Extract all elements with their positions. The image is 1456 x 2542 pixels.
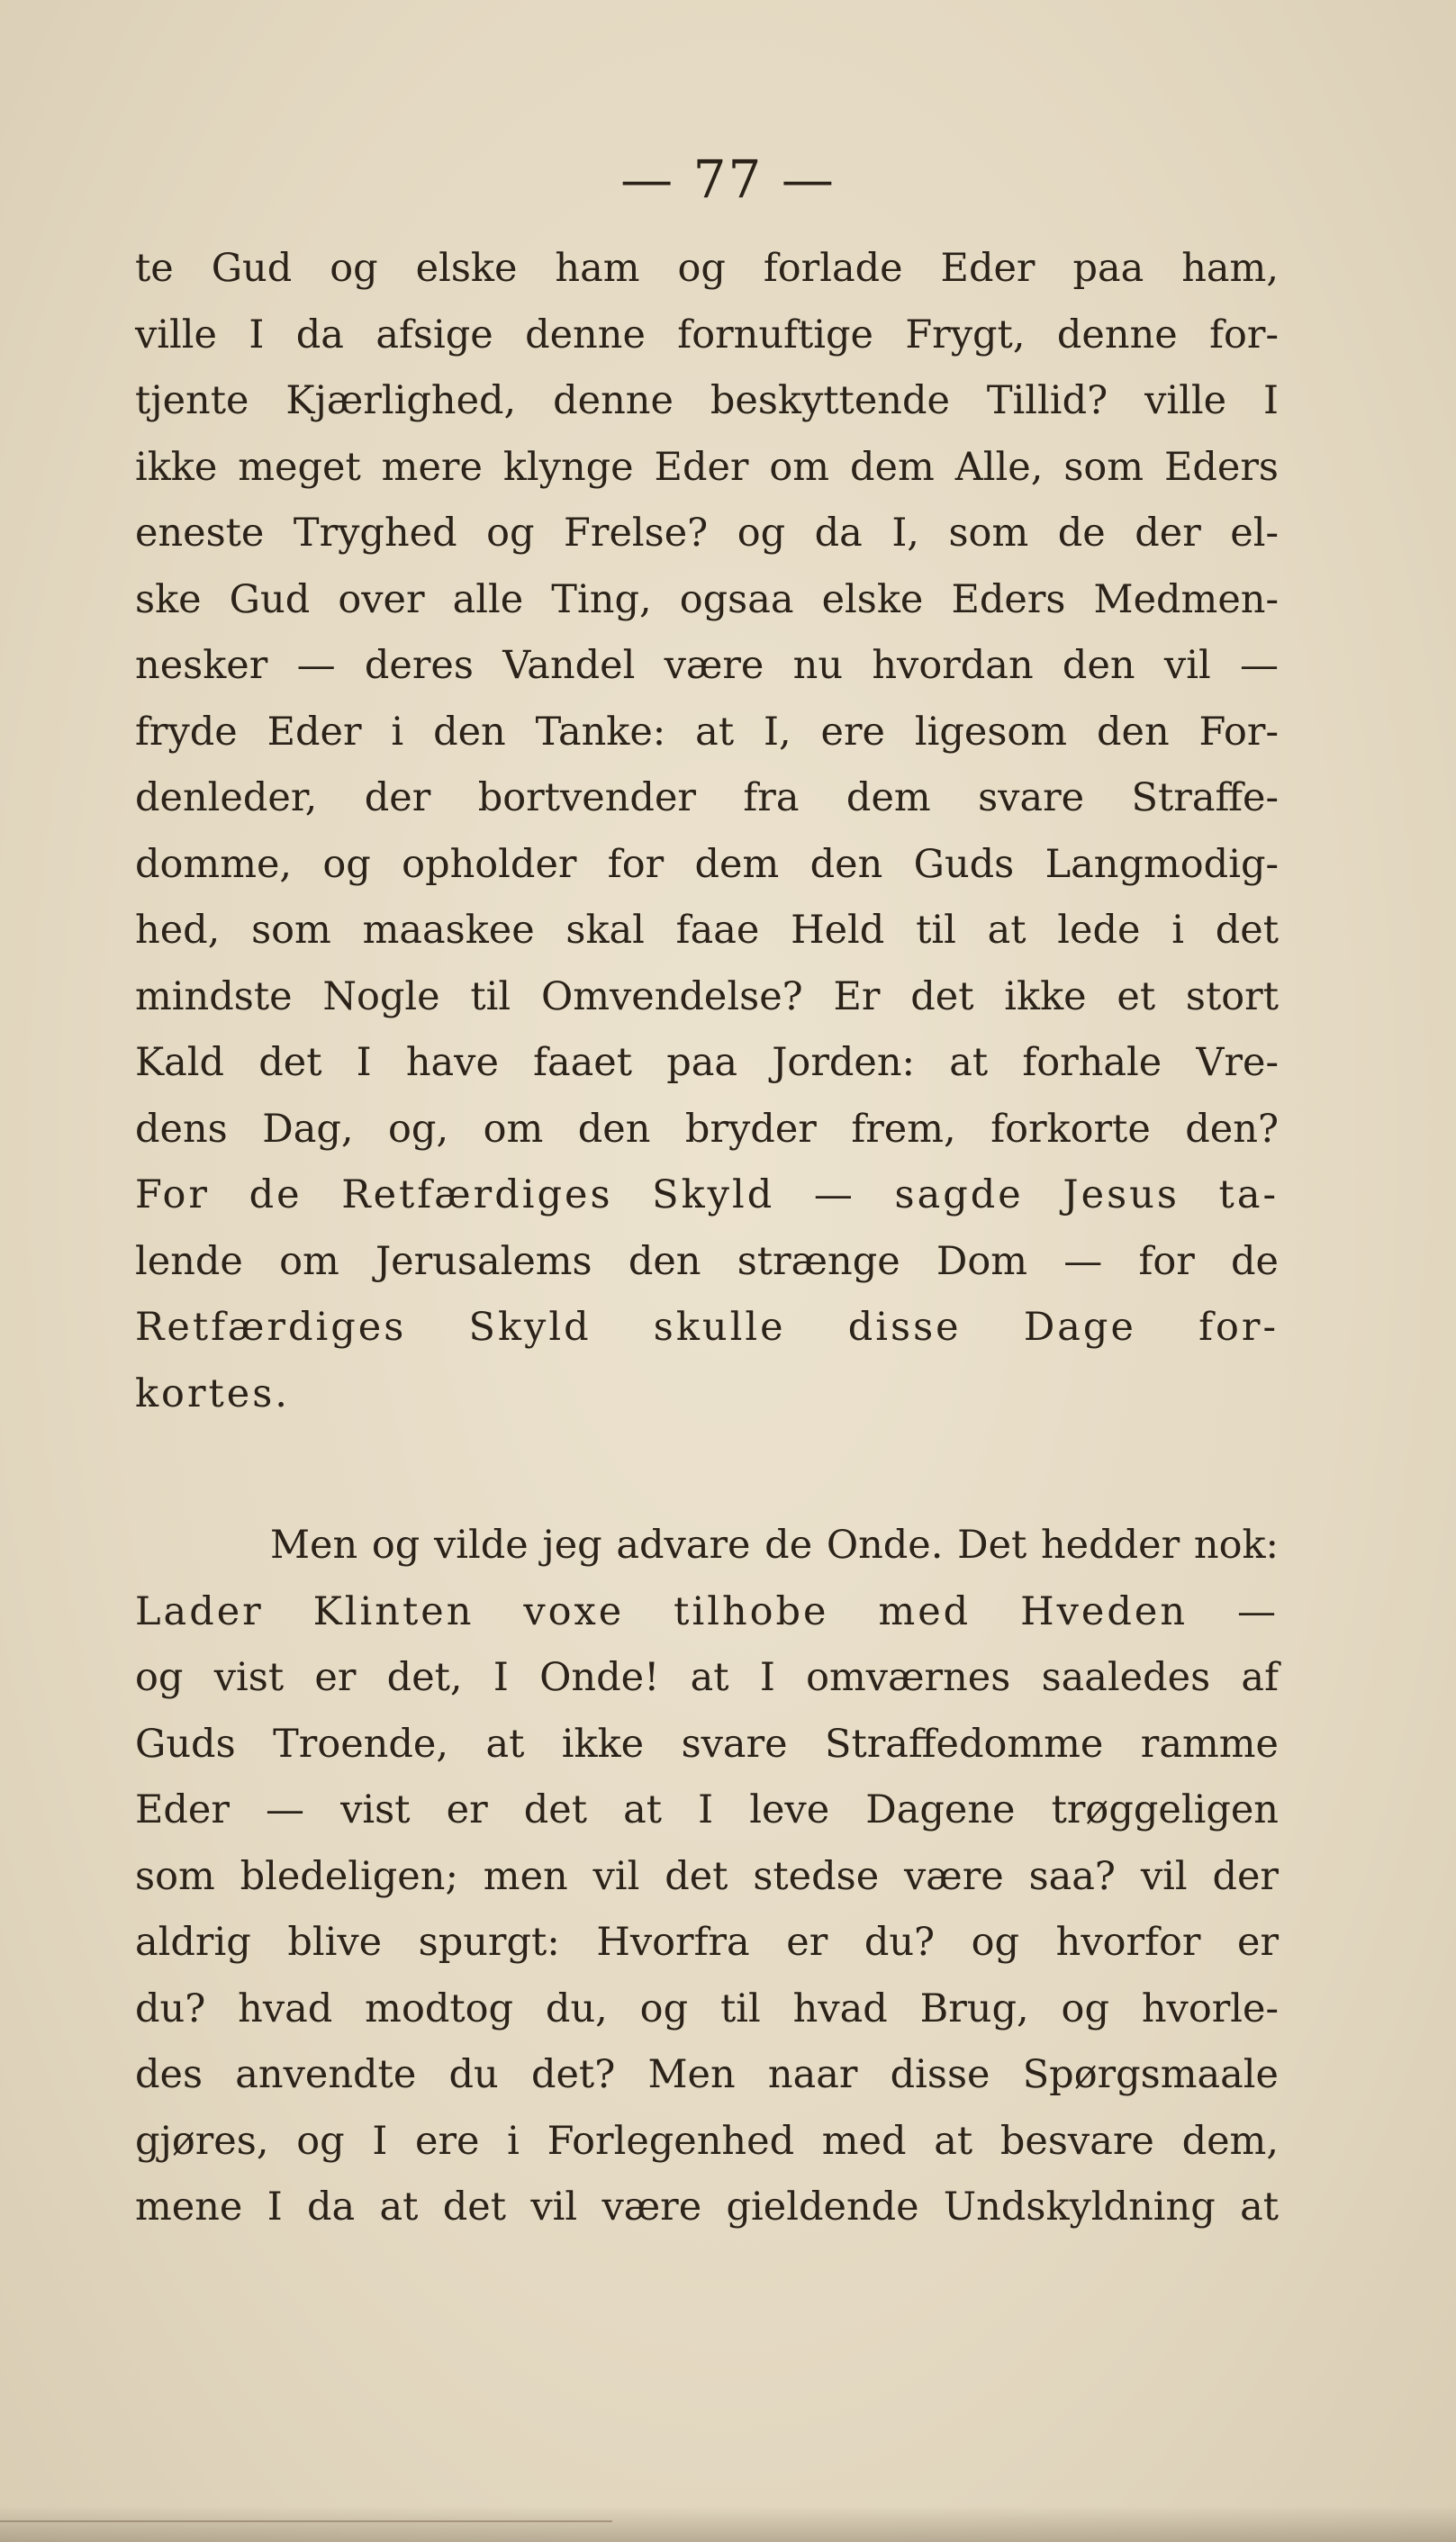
text-line: des anvendte du det? Men naar disse Spørgsmaale bbox=[135, 2052, 1279, 2097]
text-line: og vist er det, I Onde! at I omværnes saaledes af bbox=[135, 1655, 1279, 1700]
page-edge-shadow bbox=[0, 2506, 1456, 2542]
text-line: du? hvad modtog du, og til hvad Brug, og hvorle- bbox=[135, 1986, 1279, 2031]
text-line: Men og vilde jeg advare de Onde. Det hedder nok: bbox=[270, 1523, 1279, 1568]
text-line: Lader Klinten voxe tilhobe med Hveden — bbox=[135, 1588, 1279, 1634]
text-line: kortes. bbox=[135, 1371, 290, 1416]
page-number: — 77 — bbox=[620, 149, 836, 210]
text-line: tjente Kjærlighed, denne beskyttende Tillid? ville I bbox=[135, 378, 1279, 423]
text-line: lende om Jerusalems den strænge Dom — for de bbox=[135, 1238, 1279, 1284]
text-line: eneste Tryghed og Frelse? og da I, som de der el- bbox=[135, 511, 1279, 556]
text-line: Eder — vist er det at I leve Dagene trøggeligen bbox=[135, 1787, 1279, 1832]
text-line: fryde Eder i den Tanke: at I, ere ligesom den For- bbox=[135, 709, 1279, 755]
text-line: denleder, der bortvender fra dem svare Straffe- bbox=[135, 775, 1279, 820]
text-line: ikke meget mere klynge Eder om dem Alle, som Eders bbox=[135, 444, 1279, 490]
paragraph-2 bbox=[135, 1513, 1279, 2241]
text-line: som bledeligen; men vil det stedse være saa? vil der bbox=[135, 1853, 1279, 1899]
paragraph-1 bbox=[135, 236, 1279, 1427]
text-line: te Gud og elske ham og forlade Eder paa ham, bbox=[135, 246, 1279, 291]
text-line: Retfærdiges Skyld skulle disse Dage for- bbox=[135, 1305, 1279, 1350]
text-line: gjøres, og I ere i Forlegenhed med at besvare dem, bbox=[135, 2118, 1279, 2164]
text-line: aldrig blive spurgt: Hvorfra er du? og hvorfor er bbox=[135, 1920, 1279, 1965]
text-line: mindste Nogle til Omvendelse? Er det ikke et stort bbox=[135, 973, 1279, 1019]
text-line: ske Gud over alle Ting, ogsaa elske Eders Medmen- bbox=[135, 576, 1279, 622]
text-line: mene I da at det vil være gieldende Undskyldning at bbox=[135, 2185, 1279, 2230]
text-line: dens Dag, og, om den bryder frem, forkorte den? bbox=[135, 1106, 1279, 1152]
text-line: ville I da afsige denne fornuftige Frygt, denne for- bbox=[135, 312, 1279, 357]
text-line: Guds Troende, at ikke svare Straffedomme ramme bbox=[135, 1721, 1279, 1767]
text-line: nesker — deres Vandel være nu hvordan den vil — bbox=[135, 643, 1279, 688]
text-line: Kald det I have faaet paa Jorden: at forhale Vre- bbox=[135, 1040, 1279, 1085]
text-line: hed, som maaskee skal faae Held til at lede i det bbox=[135, 908, 1279, 953]
text-line: domme, og opholder for dem den Guds Langmodig- bbox=[135, 841, 1279, 887]
text-line: For de Retfærdiges Skyld — sagde Jesus ta- bbox=[135, 1172, 1279, 1217]
